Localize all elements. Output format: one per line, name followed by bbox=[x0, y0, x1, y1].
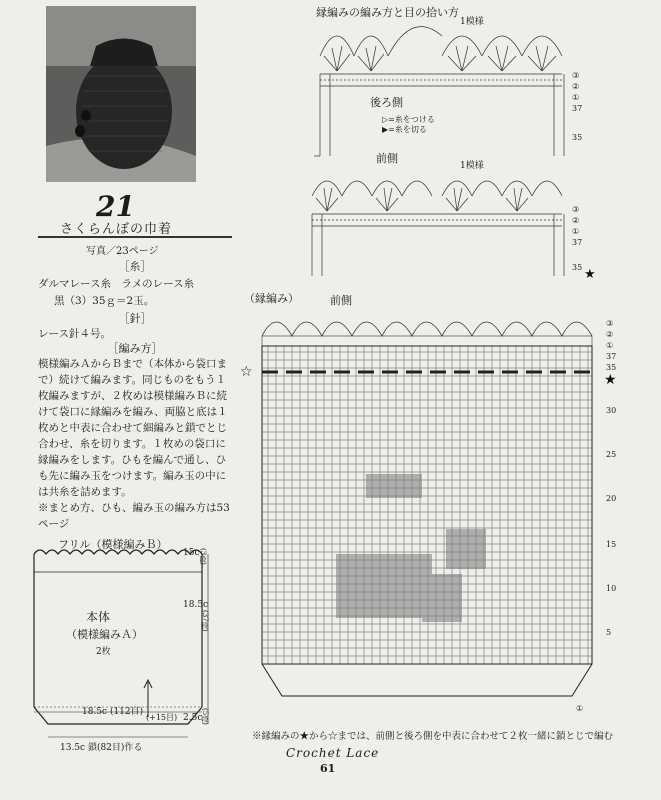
row-label: ③ bbox=[572, 205, 580, 214]
row-label: ② bbox=[572, 216, 580, 225]
edge-front-row-labels bbox=[572, 204, 582, 273]
edge-one-pattern-front: 1模様 bbox=[460, 161, 484, 171]
instruction-line: 縁編みをします。ひもを編んで通し、ひ bbox=[38, 454, 227, 466]
instruction-line: けて袋口に縁編みを編み、両脇と底は１ bbox=[38, 406, 228, 418]
row-label: 37 bbox=[572, 104, 583, 113]
edge-chart-title: 縁編みの編み方と目の拾い方 bbox=[316, 6, 459, 19]
side-rows: (37段) bbox=[201, 610, 209, 632]
page-number: 61 bbox=[320, 762, 336, 775]
photo-reference: 写真／23ページ bbox=[86, 246, 159, 257]
row-label-10: 10 bbox=[606, 584, 617, 593]
main-chart-footnote: ※縁編みの★から☆までは、前側と後ろ側を中表に合わせて２枚一緒に鎖とじで編む bbox=[252, 731, 614, 742]
edge-stitch-chart bbox=[292, 16, 612, 286]
instructions-heading: ［編み方］ bbox=[107, 342, 163, 355]
body-pattern-label: （模様編みＡ） bbox=[66, 628, 143, 641]
row-label-25: 25 bbox=[606, 450, 617, 459]
row-label: ① bbox=[606, 341, 614, 350]
row-label: ② bbox=[606, 330, 614, 339]
needle-heading: ［針］ bbox=[118, 312, 152, 325]
row-label: 35 bbox=[606, 363, 617, 372]
instruction-line: ※まとめ方、ひも、編み玉の編み方は53 bbox=[38, 502, 230, 514]
instruction-line: 合わせ、糸を切ります。１枚めの袋口に bbox=[38, 438, 226, 450]
edge-back-row-labels bbox=[572, 70, 582, 143]
instruction-line: ページ bbox=[38, 518, 70, 530]
body-label: 本体 bbox=[86, 610, 111, 624]
top-rows: (3段) bbox=[199, 548, 207, 565]
svg-text:★: ★ bbox=[584, 267, 596, 282]
materials-line-1: ダルマレース糸 ラメのレース糸 bbox=[38, 278, 195, 290]
row-label: 37 bbox=[572, 238, 583, 247]
instruction-line: も先に編み玉をつけます。編み玉の中に bbox=[38, 470, 227, 482]
pattern-number: 21 bbox=[96, 190, 135, 223]
instructions-body bbox=[38, 356, 234, 532]
main-edge-label: （縁編み） bbox=[244, 292, 299, 305]
svg-text:★: ★ bbox=[604, 372, 617, 388]
main-chart-title: 前側 bbox=[330, 294, 352, 307]
row-label-5: 5 bbox=[606, 628, 612, 637]
bottom-rows: (5段) bbox=[201, 708, 209, 725]
product-photo bbox=[46, 6, 196, 182]
row-label: ① bbox=[572, 93, 580, 102]
row-label-30: 30 bbox=[606, 406, 617, 415]
instruction-line: 枚めと中表に合わせて細編みと鎖でとじ bbox=[38, 422, 227, 434]
row-label: ② bbox=[572, 82, 580, 91]
row-label: 35 bbox=[572, 133, 583, 142]
pattern-title: さくらんぼの巾着 bbox=[60, 222, 173, 237]
chain-label: 13.5c 鎖(82目)作る bbox=[60, 743, 143, 753]
main-row-labels bbox=[606, 318, 616, 373]
ruffle-label: フリル（模様編みＢ） bbox=[58, 538, 168, 551]
materials-line-2: 黒（3）35ｇ＝2玉。 bbox=[54, 295, 155, 307]
instruction-line: 枚編みますが、２枚めは模様編みＢに続 bbox=[38, 390, 227, 402]
instruction-line: は共糸を詰めます。 bbox=[38, 486, 132, 498]
row-label-1: ① bbox=[576, 704, 584, 713]
width-label: 18.5c (112目) bbox=[82, 707, 144, 717]
title-rule bbox=[38, 236, 232, 238]
plus-stitches: (+15目) bbox=[146, 713, 178, 722]
materials-heading: ［糸］ bbox=[118, 260, 152, 273]
row-label: ③ bbox=[572, 71, 580, 80]
edge-legend-cut: ▶=糸を切る bbox=[382, 125, 427, 134]
top-dimension: 15c bbox=[183, 548, 200, 558]
drawstring-bag-photo bbox=[46, 6, 196, 182]
svg-text:☆: ☆ bbox=[240, 364, 253, 380]
side-dimension: 18.5c bbox=[183, 600, 209, 610]
edge-legend-attach: ▷=糸をつける bbox=[382, 115, 435, 124]
needle-text: レース針４号。 bbox=[38, 328, 111, 340]
row-label-20: 20 bbox=[606, 494, 617, 503]
count-label: 2枚 bbox=[96, 647, 111, 657]
row-label-15: 15 bbox=[606, 540, 617, 549]
footer-brand: Crochet Lace bbox=[286, 746, 380, 760]
edge-back-label: 後ろ側 bbox=[370, 96, 403, 109]
instruction-line: で）続けて編みます。同じものをもう１ bbox=[38, 374, 227, 386]
instruction-line: 模様編みＡからＢまで（本体から袋口ま bbox=[38, 358, 227, 370]
bottom-dimension: 2.5c bbox=[183, 713, 203, 723]
edge-front-label: 前側 bbox=[376, 152, 398, 165]
filet-grid-chart bbox=[236, 304, 636, 724]
edge-one-pattern-back: 1模様 bbox=[460, 17, 484, 27]
row-label: 35 bbox=[572, 263, 583, 272]
row-label: ③ bbox=[606, 319, 614, 328]
row-label: 37 bbox=[606, 352, 617, 361]
row-label: ① bbox=[572, 227, 580, 236]
